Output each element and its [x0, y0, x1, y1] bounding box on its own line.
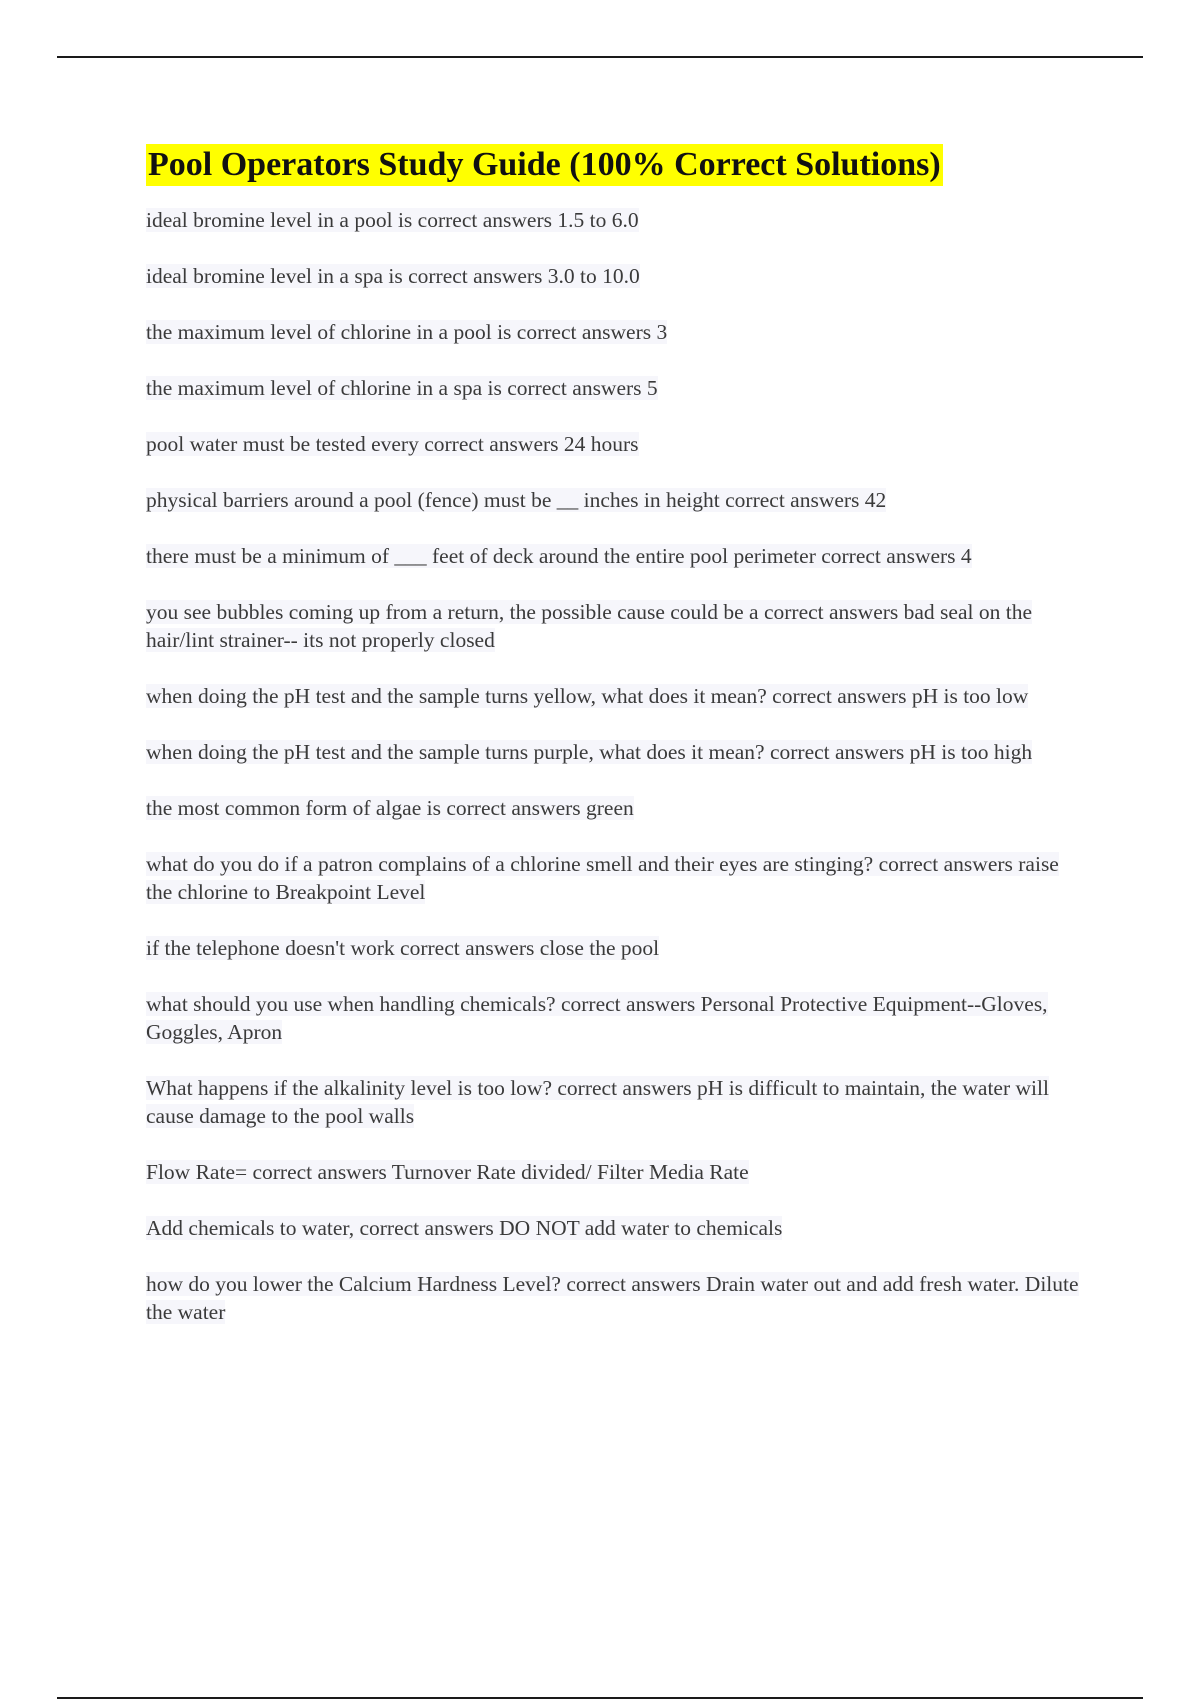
qa-text: what do you do if a patron complains of a chlorine smell and their eyes are stinging? correct answers raise the chlorine to Breakpoint Level	[146, 852, 1059, 904]
qa-item	[146, 542, 1086, 570]
qa-item	[146, 430, 1086, 458]
qa-item	[146, 990, 1086, 1046]
qa-item	[146, 682, 1086, 710]
qa-item	[146, 1214, 1086, 1242]
qa-item	[146, 486, 1086, 514]
qa-text: if the telephone doesn't work correct answers close the pool	[146, 936, 660, 960]
qa-text: how do you lower the Calcium Hardness Level? correct answers Drain water out and add fresh water. Dilute the water	[146, 1272, 1079, 1324]
bottom-rule	[57, 1697, 1143, 1699]
qa-item	[146, 738, 1086, 766]
qa-text: What happens if the alkalinity level is too low? correct answers pH is difficult to maintain, the water will cause damage to the pool walls	[146, 1076, 1049, 1128]
qa-item	[146, 374, 1086, 402]
qa-item	[146, 262, 1086, 290]
qa-text: ideal bromine level in a pool is correct answers 1.5 to 6.0	[146, 208, 639, 232]
qa-text: pool water must be tested every correct answers 24 hours	[146, 432, 639, 456]
qa-item	[146, 850, 1086, 906]
qa-text: when doing the pH test and the sample turns yellow, what does it mean? correct answers pH is too low	[146, 684, 1029, 708]
top-rule	[57, 56, 1143, 58]
qa-text: you see bubbles coming up from a return, the possible cause could be a correct answers bad seal on the hair/lint strainer-- its not properly closed	[146, 600, 1032, 652]
qa-text: the maximum level of chlorine in a spa is correct answers 5	[146, 376, 658, 400]
qa-item	[146, 934, 1086, 962]
qa-item	[146, 598, 1086, 654]
document-title: Pool Operators Study Guide (100% Correct Solutions)	[146, 144, 943, 186]
qa-list	[146, 206, 1086, 1326]
qa-item	[146, 318, 1086, 346]
document-body	[146, 144, 1086, 1354]
qa-text: Flow Rate= correct answers Turnover Rate divided/ Filter Media Rate	[146, 1160, 749, 1184]
qa-item	[146, 1158, 1086, 1186]
qa-text: what should you use when handling chemicals? correct answers Personal Protective Equipment--Gloves, Goggles, Apron	[146, 992, 1048, 1044]
qa-text: the most common form of algae is correct answers green	[146, 796, 634, 820]
qa-text: there must be a minimum of ___ feet of deck around the entire pool perimeter correct answers 4	[146, 544, 972, 568]
qa-text: when doing the pH test and the sample turns purple, what does it mean? correct answers pH is too high	[146, 740, 1033, 764]
qa-text: Add chemicals to water, correct answers DO NOT add water to chemicals	[146, 1216, 783, 1240]
qa-text: the maximum level of chlorine in a pool is correct answers 3	[146, 320, 668, 344]
qa-item	[146, 206, 1086, 234]
qa-text: ideal bromine level in a spa is correct answers 3.0 to 10.0	[146, 264, 640, 288]
qa-text: physical barriers around a pool (fence) must be __ inches in height correct answers 42	[146, 488, 887, 512]
qa-item	[146, 1270, 1086, 1326]
qa-item	[146, 1074, 1086, 1130]
qa-item	[146, 794, 1086, 822]
